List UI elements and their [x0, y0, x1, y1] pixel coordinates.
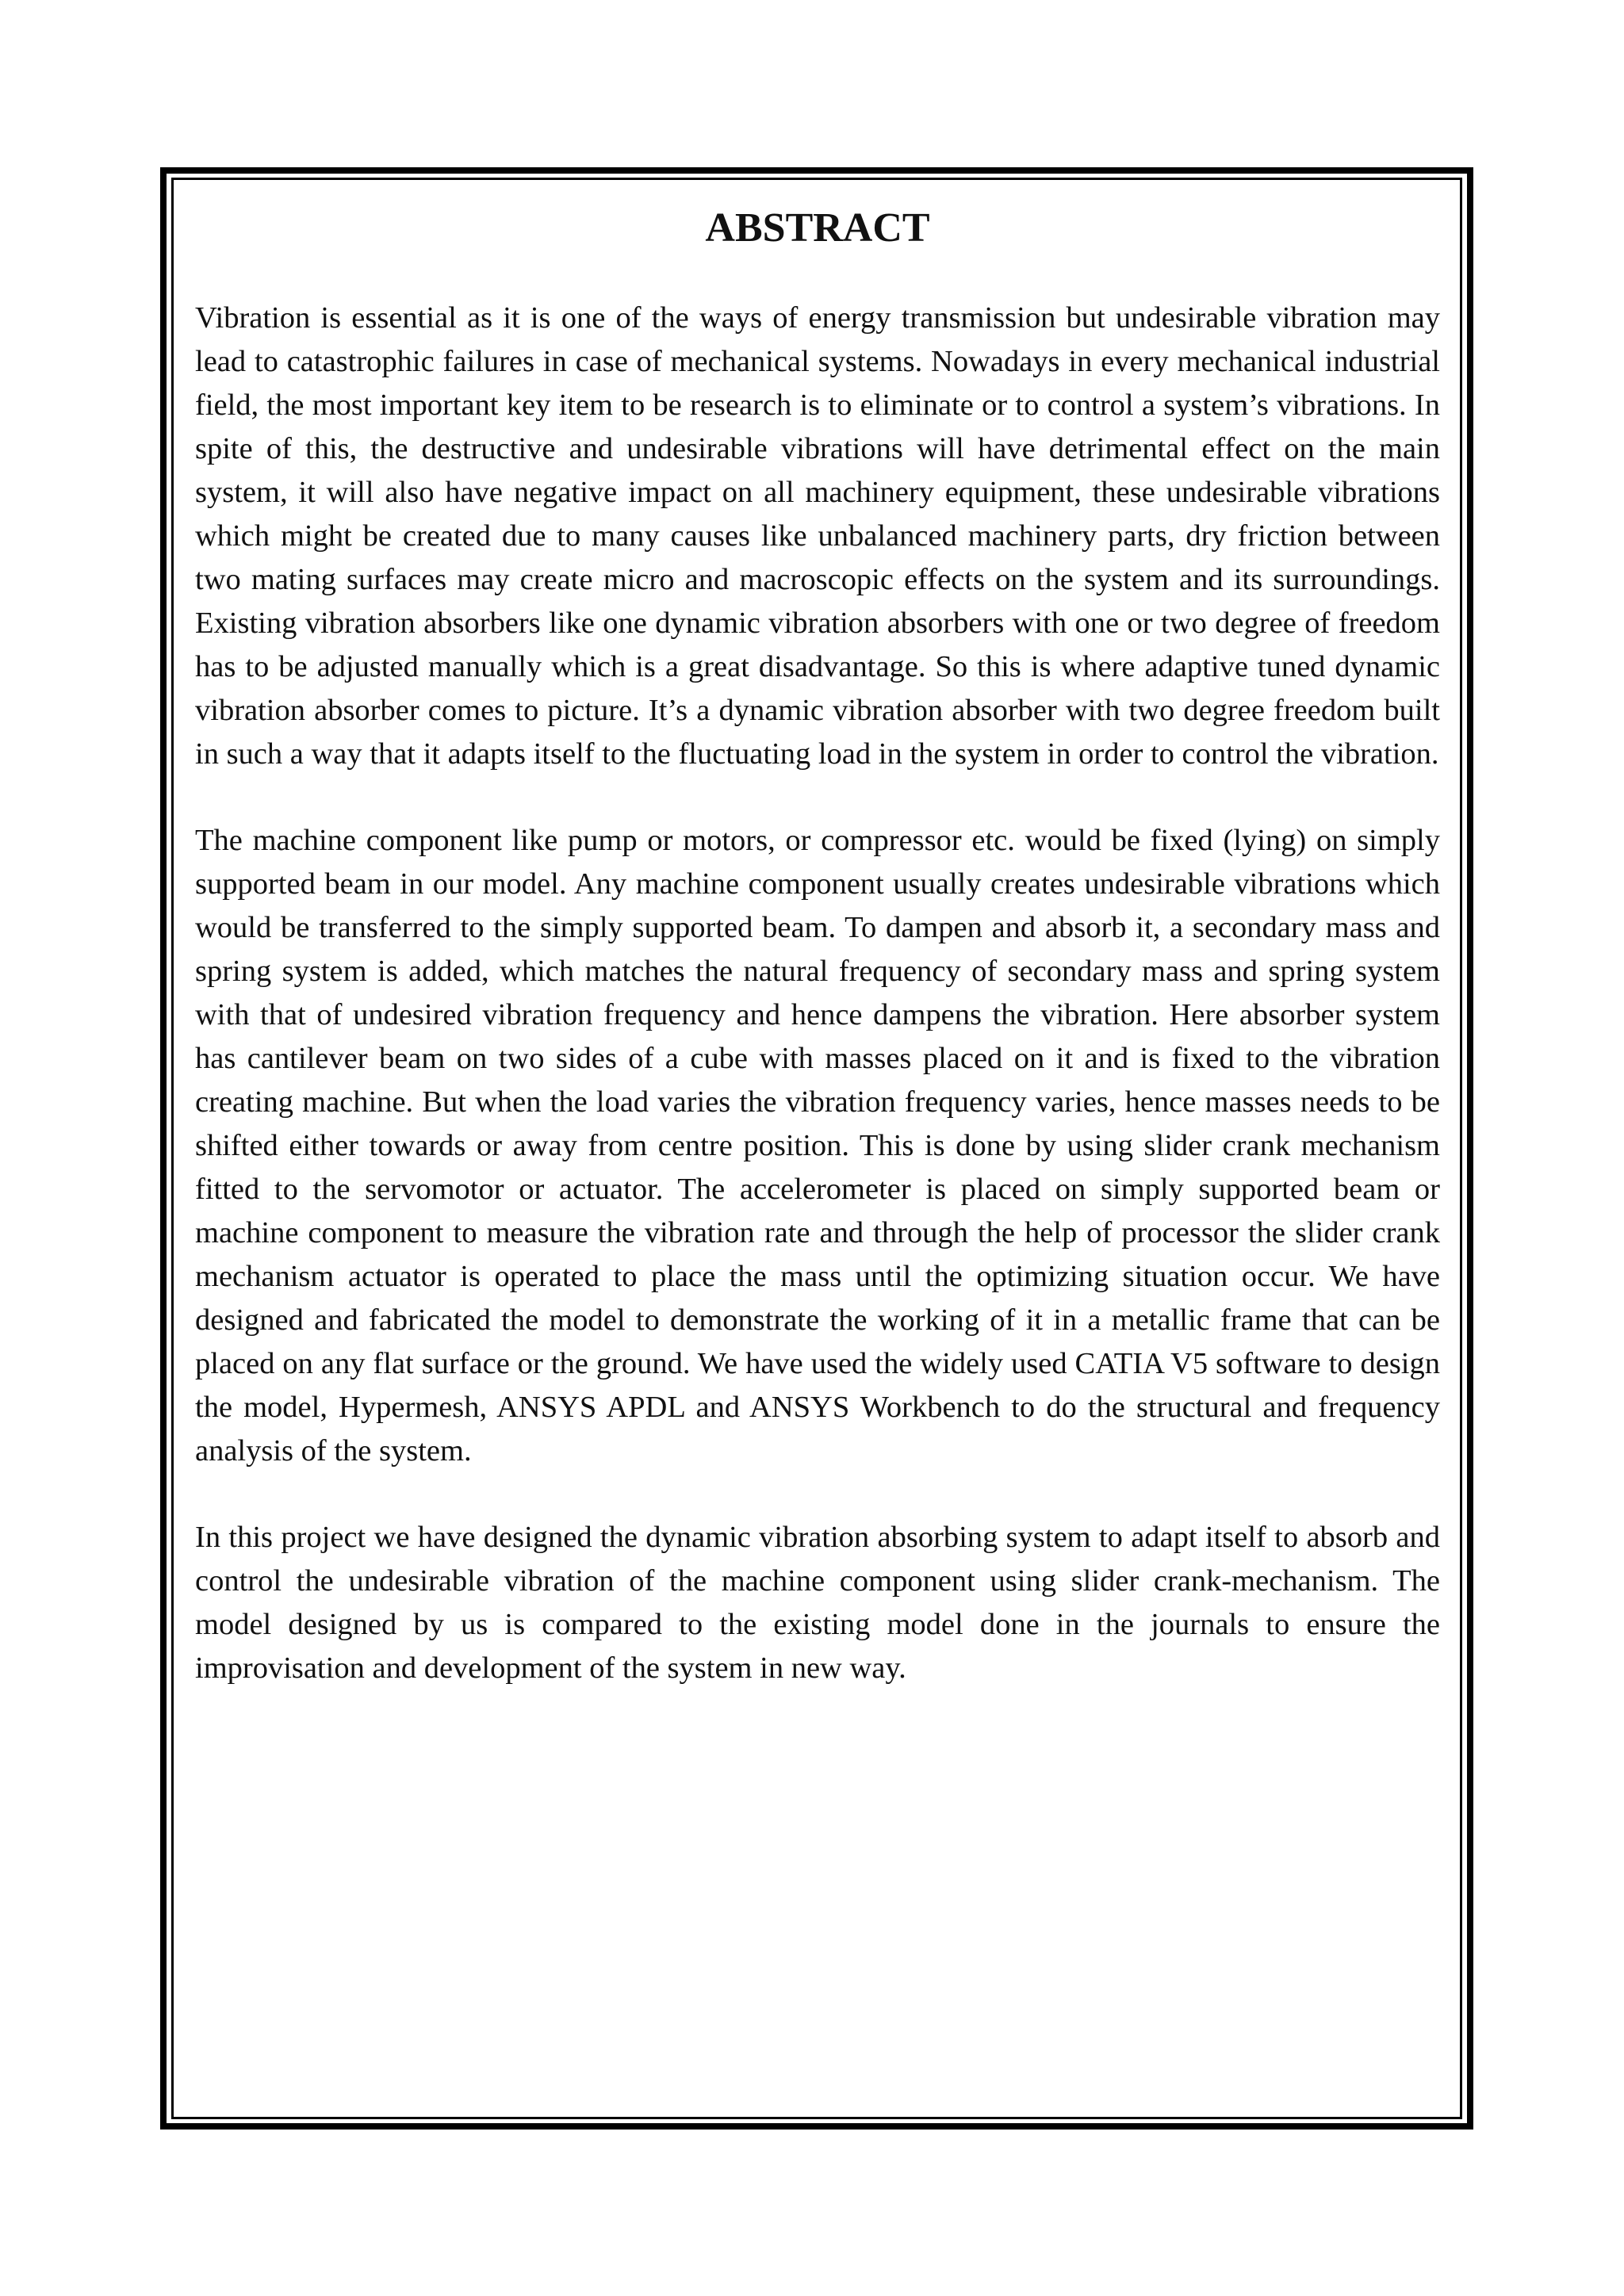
abstract-content [195, 193, 1440, 1733]
abstract-paragraph-1: Vibration is essential as it is one of the ways of energy transmission but undesirable vibration may lead to catastrophic failures in case of mechanical systems. Nowadays in every mechanical industrial field, the most important key item to be research is to eliminate or to control a system’s vibrations. In spite of this, the destructive and undesirable vibrations will have detrimental effect on the main system, it will also have negative impact on all machinery equipment, these undesirable vibrations which might be created due to many causes like unbalanced machinery parts, dry friction between two mating surfaces may create micro and macroscopic effects on the system and its surroundings. Existing vibration absorbers like one dynamic vibration absorbers with one or two degree of freedom has to be adjusted manually which is a great disadvantage. So this is where adaptive tuned dynamic vibration absorber comes to picture. It’s a dynamic vibration absorber with two degree freedom built in such a way that it adapts itself to the fluctuating load in the system in order to control the vibration. [195, 301, 1440, 771]
abstract-paragraph-3: In this project we have designed the dynamic vibration absorbing system to adapt itself to absorb and control the undesirable vibration of the machine component using slider crank-mechanism. The model designed by us is compared to the existing model done in the journals to ensure the improvisation and development of the system in new way. [195, 1521, 1440, 1685]
abstract-paragraph-2: The machine component like pump or motors, or compressor etc. would be fixed (lying) on simply supported beam in our model. Any machine component usually creates undesirable vibrations which would be transferred to the simply supported beam. To dampen and absorb it, a secondary mass and spring system is added, which matches the natural frequency of secondary mass and spring system with that of undesired vibration frequency and hence dampens the vibration. Here absorber system has cantilever beam on two sides of a cube with masses placed on it and is fixed to the vibration creating machine. But when the load varies the vibration frequency varies, hence masses needs to be shifted either towards or away from centre position. This is done by using slider crank mechanism fitted to the servomotor or actuator. The accelerometer is placed on simply supported beam or machine component to measure the vibration rate and through the help of processor the slider crank mechanism actuator is operated to place the mass until the optimizing situation occur. We have designed and fabricated the model to demonstrate the working of it in a metallic frame that can be placed on any flat surface or the ground. We have used the widely used CATIA V5 software to design the model, Hypermesh, ANSYS APDL and ANSYS Workbench to do the structural and frequency analysis of the system. [195, 824, 1440, 1468]
abstract-title: ABSTRACT [705, 205, 930, 251]
